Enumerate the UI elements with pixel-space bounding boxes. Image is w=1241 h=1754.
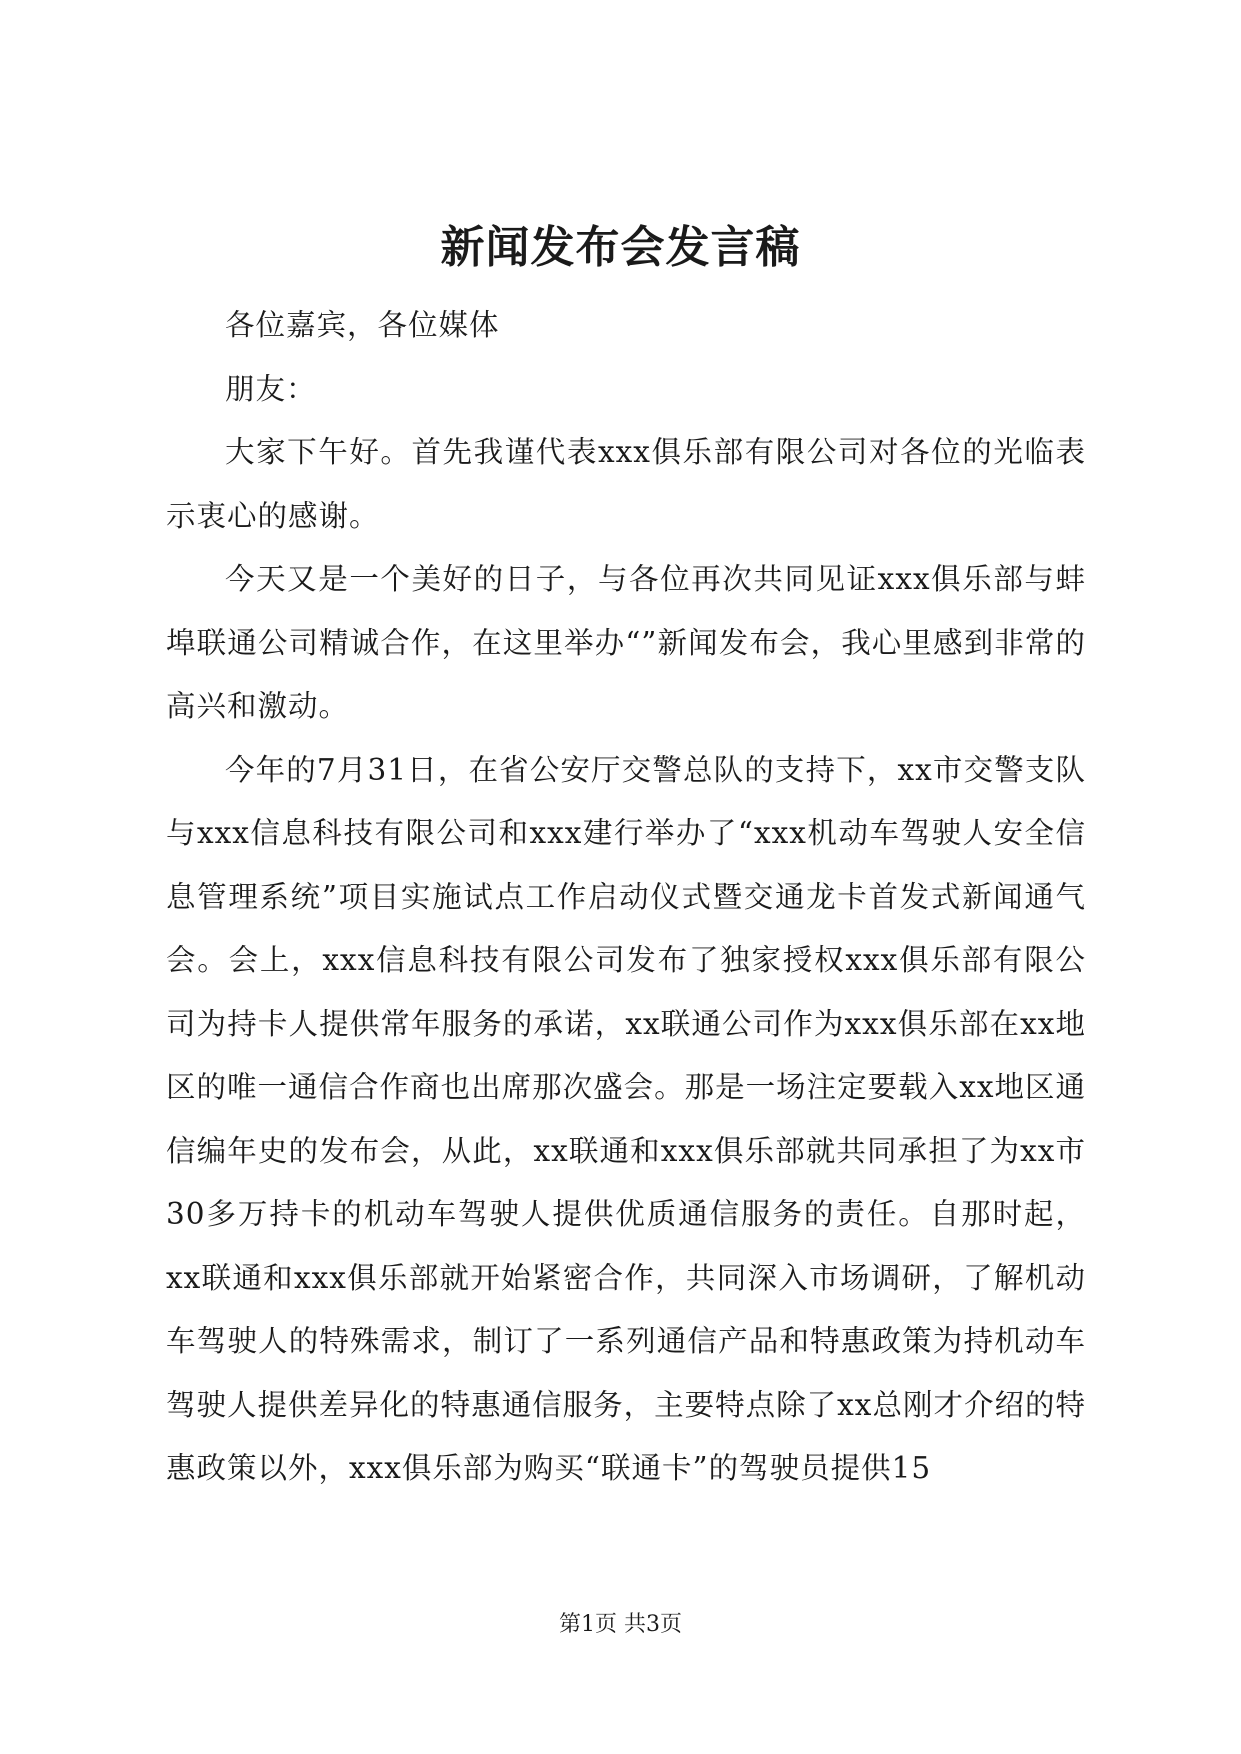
paragraph-history: 今年的7月31日，在省公安厅交警总队的支持下，xx市交警支队与xxx信息科技有限公司和xxx建行举办了“xxx机动车驾驶人安全信息管理系统”项目实施试点工作启动仪式暨交通龙卡首发式新闻通气会。会上，xxx信息科技有限公司发布了独家授权xxx俱乐部有限公司为持卡人提供常年服务的承诺，xx联通公司作为xxx俱乐部在xx地区的唯一通信合作商也出席那次盛会。那是一场注定要载入xx地区通信编年史的发布会，从此，xx联通和xxx俱乐部就共同承担了为xx市30多万持卡的机动车驾驶人提供优质通信服务的责任。自那时起，xx联通和xxx俱乐部就开始紧密合作，共同深入市场调研，了解机动车驾驶人的特殊需求，制订了一系列通信产品和特惠政策为持机动车驾驶人提供差异化的特惠通信服务，主要特点除了xx总刚才介绍的特惠政策以外，xxx俱乐部为购买“联通卡”的驾驶员提供15	[166, 752, 1086, 1485]
paragraph-cooperation: 今天又是一个美好的日子，与各位再次共同见证xxx俱乐部与蚌埠联通公司精诚合作，在这里举办“”新闻发布会，我心里感到非常的高兴和激动。	[166, 562, 1086, 723]
document-title: 新闻发布会发言稿	[440, 222, 801, 273]
salutation-line-2: 朋友：	[225, 371, 317, 406]
page-number-footer: 第1页 共3页	[559, 1612, 682, 1637]
document-body	[166, 294, 1086, 1501]
salutation-line-1: 各位嘉宾，各位媒体	[225, 308, 500, 342]
paragraph-greeting: 大家下午好。首先我谨代表xxx俱乐部有限公司对各位的光临表示衷心的感谢。	[166, 435, 1086, 533]
